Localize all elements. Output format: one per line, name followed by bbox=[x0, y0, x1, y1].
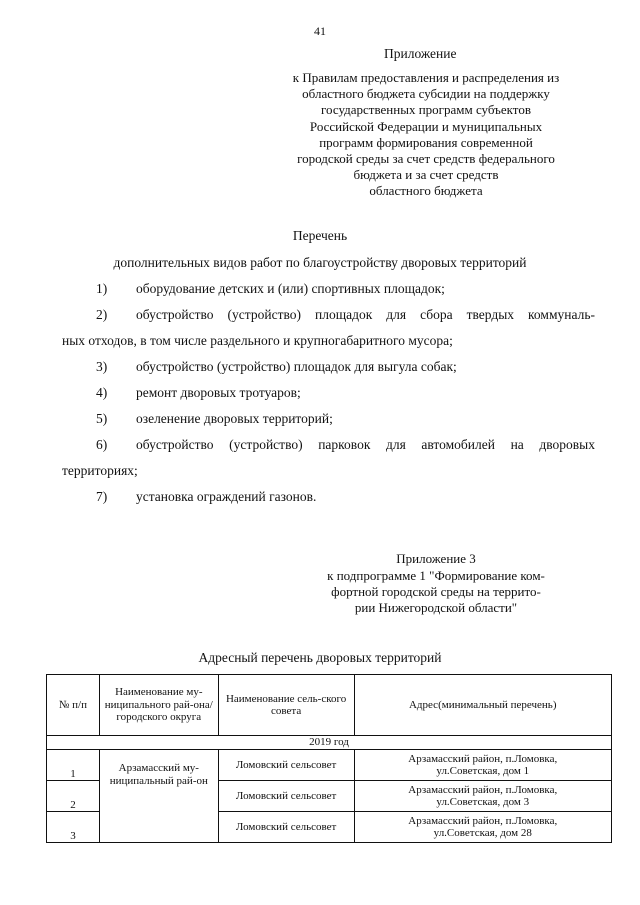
item-number: 7) bbox=[96, 489, 108, 504]
item-text: обустройство (устройство) парковок для автомобилей на дворовых bbox=[136, 437, 595, 452]
header-address: Адрес(минимальный перечень) bbox=[354, 675, 612, 736]
council-cell: Ломовский сельсовет bbox=[218, 750, 354, 781]
address-line: ул.Советская, дом 3 bbox=[436, 796, 530, 808]
item-text: установка ограждений газонов. bbox=[136, 489, 317, 504]
address-line: ул.Советская, дом 28 bbox=[433, 827, 532, 839]
appendix-line: бюджета и за счет средств bbox=[353, 167, 499, 183]
appendix-3-line: фортной городской среды на террито- bbox=[331, 584, 541, 599]
address-table bbox=[46, 674, 612, 843]
appendix-line: Российской Федерации и муниципальных bbox=[309, 118, 543, 134]
council-cell: Ломовский сельсовет bbox=[218, 781, 354, 812]
year-cell: 2019 год bbox=[47, 736, 612, 750]
list-item bbox=[62, 354, 595, 380]
item-text: оборудование детских и (или) спортивных площадок; bbox=[136, 281, 445, 296]
item-text: обустройство (устройство) площадок для сбора твердых коммуналь- bbox=[136, 307, 595, 322]
table-header-row bbox=[47, 675, 612, 736]
table-row bbox=[47, 750, 612, 781]
item-number: 4) bbox=[96, 385, 108, 400]
appendix-3-line: к подпрограмме 1 "Формирование ком- bbox=[327, 568, 545, 583]
council-cell: Ломовский сельсовет bbox=[218, 812, 354, 843]
year-row bbox=[47, 736, 612, 750]
item-number: 1) bbox=[96, 281, 108, 296]
row-number: 2 bbox=[47, 781, 100, 812]
header-number: № п/п bbox=[47, 675, 100, 736]
table-title: Адресный перечень дворовых территорий bbox=[198, 650, 442, 665]
municipality-cell: Арзамасский му-ниципальный рай-он bbox=[99, 750, 218, 843]
appendix-line: государственных программ субъектов bbox=[321, 102, 531, 118]
appendix-3-title: Приложение 3 bbox=[396, 551, 476, 566]
list-item bbox=[62, 432, 595, 484]
row-number: 1 bbox=[47, 750, 100, 781]
list-item bbox=[62, 302, 595, 354]
list-item bbox=[62, 276, 595, 302]
item-number: 3) bbox=[96, 359, 108, 374]
item-number: 5) bbox=[96, 411, 108, 426]
appendix-body bbox=[258, 70, 594, 200]
appendix-line: к Правилам предоставления и распределения из bbox=[292, 70, 560, 85]
item-number: 2) bbox=[96, 307, 108, 322]
appendix-line: городской среды за счет средств федерального bbox=[297, 151, 555, 167]
address-cell bbox=[354, 781, 612, 812]
appendix-line: программ формирования современной bbox=[319, 134, 533, 150]
list-item bbox=[62, 380, 595, 406]
address-cell bbox=[354, 750, 612, 781]
address-cell bbox=[354, 812, 612, 843]
appendix-3-line: рии Нижегородской области" bbox=[354, 600, 518, 615]
item-text: ремонт дворовых тротуаров; bbox=[136, 385, 301, 400]
item-text-continued: ных отходов, в том числе раздельного и крупногабаритного мусора; bbox=[62, 333, 453, 348]
address-line: ул.Советская, дом 1 bbox=[436, 765, 530, 777]
item-text: озеленение дворовых территорий; bbox=[136, 411, 333, 426]
list-title: Перечень bbox=[292, 228, 348, 243]
appendix-line: областного бюджета bbox=[369, 183, 483, 199]
appendix-3 bbox=[306, 551, 566, 616]
address-line: Арзамасский район, п.Ломовка, bbox=[408, 752, 558, 765]
list-item bbox=[62, 484, 595, 510]
list-item bbox=[62, 406, 595, 432]
header-municipality: Наименование му-ниципального рай-она/ городского округа bbox=[99, 675, 218, 736]
list-subtitle: дополнительных видов работ по благоустройству дворовых территорий bbox=[113, 255, 527, 270]
item-text-continued: территориях; bbox=[62, 463, 138, 478]
address-line: Арзамасский район, п.Ломовка, bbox=[408, 814, 558, 827]
appendix-title: Приложение bbox=[384, 46, 457, 61]
appendix-line: областного бюджета субсидии на поддержку bbox=[302, 86, 550, 102]
item-text: обустройство (устройство) площадок для выгула собак; bbox=[136, 359, 457, 374]
row-number: 3 bbox=[47, 812, 100, 843]
header-council: Наименование сель-ского совета bbox=[218, 675, 354, 736]
page-number: 41 bbox=[314, 24, 326, 38]
address-line: Арзамасский район, п.Ломовка, bbox=[408, 783, 558, 796]
item-number: 6) bbox=[96, 437, 108, 452]
